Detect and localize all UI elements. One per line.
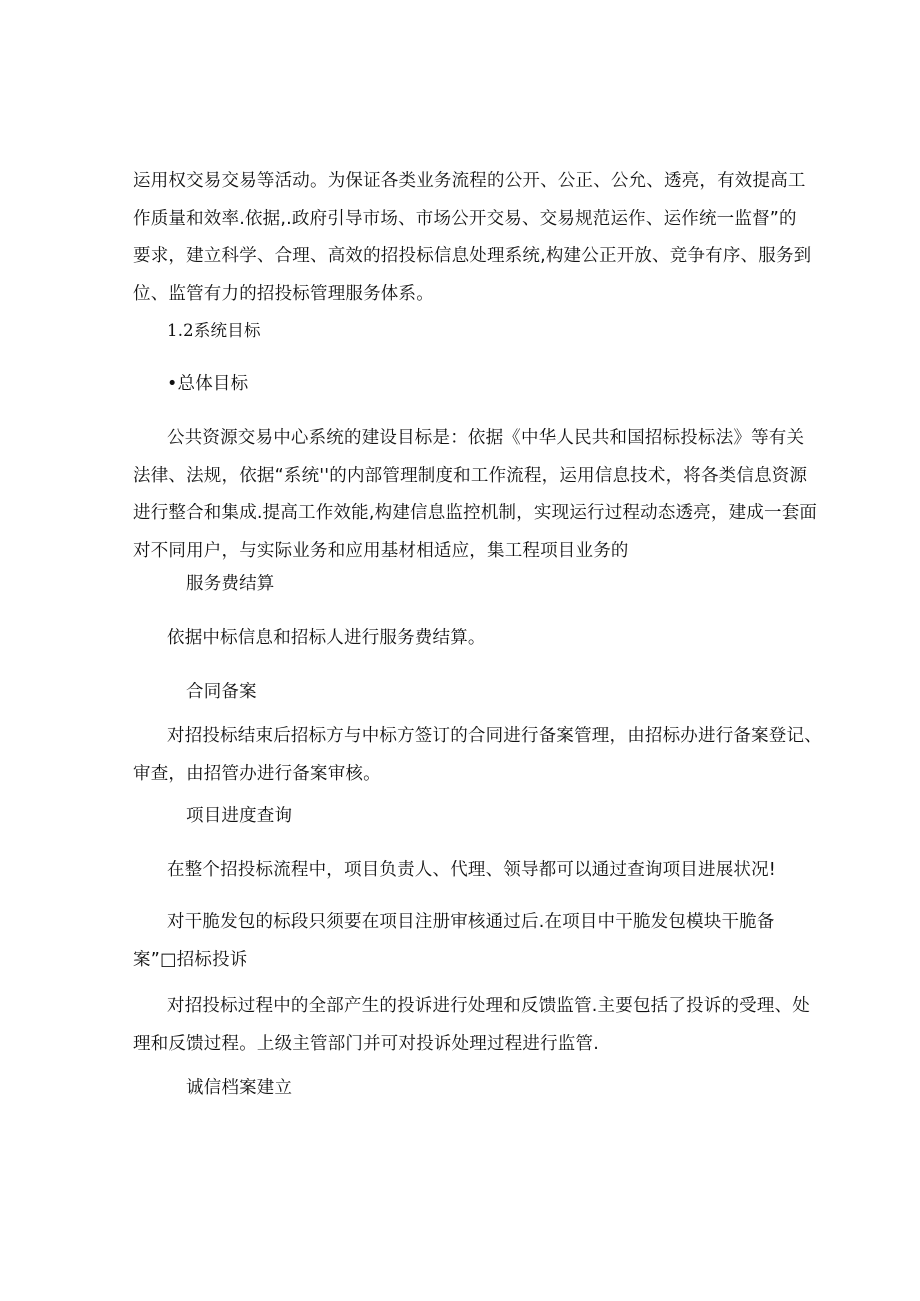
text-line: 对招投标结束后招标方与中标方签订的合同进行备案管理，由招标办进行备案登记、 <box>167 726 822 746</box>
text-line: 对不同用户，与实际业务和应用基材相适应，集工程项目业务的 <box>133 540 629 561</box>
item-heading-fee: 服务费结算 <box>186 574 275 594</box>
contracting-paragraph <box>133 904 775 979</box>
item-heading-credit: 诚信档案建立 <box>186 1078 293 1098</box>
goal-paragraph <box>133 420 817 570</box>
text-line: 位、监管有力的招投标管理服务体系。 <box>133 283 434 304</box>
text-line: 案”□招标投诉 <box>133 949 248 970</box>
text-line: 审查，由招管办进行备案审核。 <box>133 763 381 784</box>
section-heading: 1.2系统目标 <box>167 321 261 340</box>
progress-paragraph: 在整个招投标流程中，项目负责人、代理、领导都可以通过查询项目进展状况! <box>167 860 777 880</box>
item-heading-progress: 项目进度查询 <box>186 806 293 826</box>
contract-paragraph <box>133 718 822 793</box>
text-line: 公共资源交易中心系统的建设目标是：依据《中华人民共和国招标投标法》等有关 <box>167 428 805 448</box>
item-heading-contract: 合同备案 <box>186 682 257 702</box>
text-line: 对干脆发包的标段只须要在项目注册审核通过后.在项目中干脆发包模块干脆备 <box>167 912 775 932</box>
text-line: 对招投标过程中的全部产生的投诉进行处理和反馈监管.主要包括了投诉的受理、处 <box>167 996 810 1016</box>
text-line: 要求，建立科学、合理、高效的招投标信息处理系统,构建公正开放、竞争有序、服务到 <box>133 246 812 266</box>
intro-paragraph <box>133 163 811 313</box>
text-line: 作质量和效率.依据,.政府引导市场、市场公开交易、交易规范运作、运作统一监督”的 <box>133 208 797 229</box>
text-line: 法律、法规，依据“系统''的内部管理制度和工作流程，运用信息技术，将各类信息资源 <box>133 465 808 486</box>
text-line: 进行整合和集成.提高工作效能,构建信息监控机制，实现运行过程动态透亮，建成一套面 <box>133 503 818 523</box>
complaint-paragraph <box>133 988 810 1063</box>
text-line: 理和反馈过程。上级主管部门并可对投诉处理过程进行监管. <box>133 1033 599 1054</box>
text-line: 运用权交易交易等活动。为保证各类业务流程的公开、公正、公允、透亮，有效提高工 <box>133 171 806 191</box>
bullet-heading: •总体目标 <box>167 374 249 394</box>
fee-paragraph: 依据中标信息和招标人进行服务费结算。 <box>167 628 486 648</box>
